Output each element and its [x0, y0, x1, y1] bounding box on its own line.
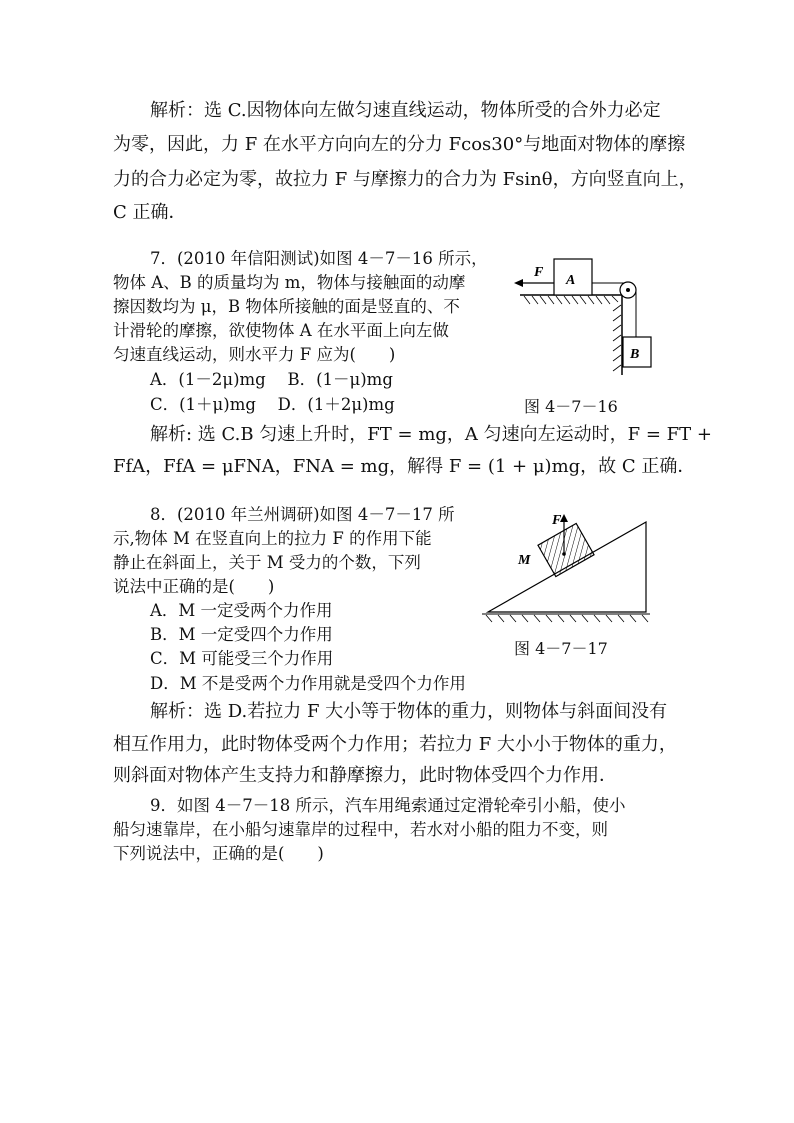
q8-line-2: 示,物体 M 在竖直向上的拉力 F 的作用下能 — [113, 529, 432, 548]
q9-line-1: 9．如图 4－7－18 所示，汽车用绳索通过定滑轮牵引小船，使小 — [150, 796, 626, 815]
label-b: B — [630, 347, 640, 362]
q8-option-c: C．M 可能受三个力作用 — [150, 649, 334, 668]
figure-4-7-17 — [478, 508, 658, 626]
q7-explanation-line-2: FfA，FfA = μFNA，FNA = mg，解得 F = (1 + μ)mg，故 C 正确． — [113, 456, 696, 477]
figure-4-7-16 — [510, 255, 670, 385]
q7-explanation-line-1: 解析: 选 C.B 匀速上升时，FT = mg，A 匀速向左运动时，F = FT + — [150, 424, 712, 445]
q8-explanation-line-1: 解析：选 D.若拉力 F 大小等于物体的重力，则物体与斜面间没有 — [150, 701, 668, 722]
q7-line-2: 物体 A、B 的质量均为 m，物体与接触面的动摩 — [113, 273, 466, 292]
label-f: F — [552, 513, 562, 528]
q9-line-3: 下列说法中，正确的是( ) — [113, 844, 324, 863]
q7-options-line-1: A．(1－2μ)mg B．(1－μ)mg — [150, 370, 393, 389]
figure-4-7-16-caption: 图 4－7－16 — [524, 397, 618, 416]
explanation-6-line-2: 为零，因此，力 F 在水平方向向左的分力 Fcos30°与地面对物体的摩擦 — [113, 134, 686, 155]
q8-line-3: 静止在斜面上，关于 M 受力的个数，下列 — [113, 553, 421, 572]
ground-hatching — [486, 615, 648, 622]
explanation-6-line-1: 解析：选 C.因物体向左做匀速直线运动，物体所受的合外力必定 — [150, 100, 661, 121]
wall-hatching — [613, 305, 621, 371]
q8-option-b: B．M 一定受四个力作用 — [150, 625, 333, 644]
q7-line-4: 计滑轮的摩擦，欲使物体 A 在水平面上向左做 — [113, 321, 449, 340]
q9-line-2: 船匀速靠岸，在小船匀速靠岸的过程中，若水对小船的阻力不变，则 — [113, 820, 608, 839]
label-a: A — [566, 273, 576, 288]
q8-line-1: 8．(2010 年兰州调研)如图 4－7－17 所 — [150, 505, 455, 524]
explanation-6-line-3: 力的合力必定为零，故拉力 F 与摩擦力的合力为 Fsinθ，方向竖直向上， — [113, 169, 697, 190]
q8-explanation-line-3: 则斜面对物体产生支持力和静摩擦力，此时物体受四个力作用． — [113, 765, 617, 786]
q8-option-a: A．M 一定受两个力作用 — [150, 601, 333, 620]
arrow-head-icon — [514, 279, 523, 287]
q8-explanation-line-2: 相互作用力，此时物体受两个力作用；若拉力 F 大小小于物体的重力， — [113, 734, 677, 755]
q7-options-line-2: C．(1＋μ)mg D．(1＋2μ)mg — [150, 395, 395, 414]
figure-4-7-17-caption: 图 4－7－17 — [514, 639, 608, 658]
label-f: F — [534, 265, 544, 280]
label-m: M — [518, 553, 531, 568]
q7-line-1: 7．(2010 年信阳测试)如图 4－7－16 所示， — [150, 249, 488, 268]
q8-option-d: D．M 不是受两个力作用就是受四个力作用 — [150, 674, 466, 693]
q8-line-4: 说法中正确的是( ) — [113, 577, 275, 596]
explanation-6-line-4: C 正确． — [113, 202, 187, 223]
table-hatching — [524, 296, 618, 304]
q7-line-5: 匀速直线运动，则水平力 F 应为( ) — [113, 345, 396, 364]
q7-line-3: 擦因数均为 μ，B 物体所接触的面是竖直的、不 — [113, 297, 460, 316]
